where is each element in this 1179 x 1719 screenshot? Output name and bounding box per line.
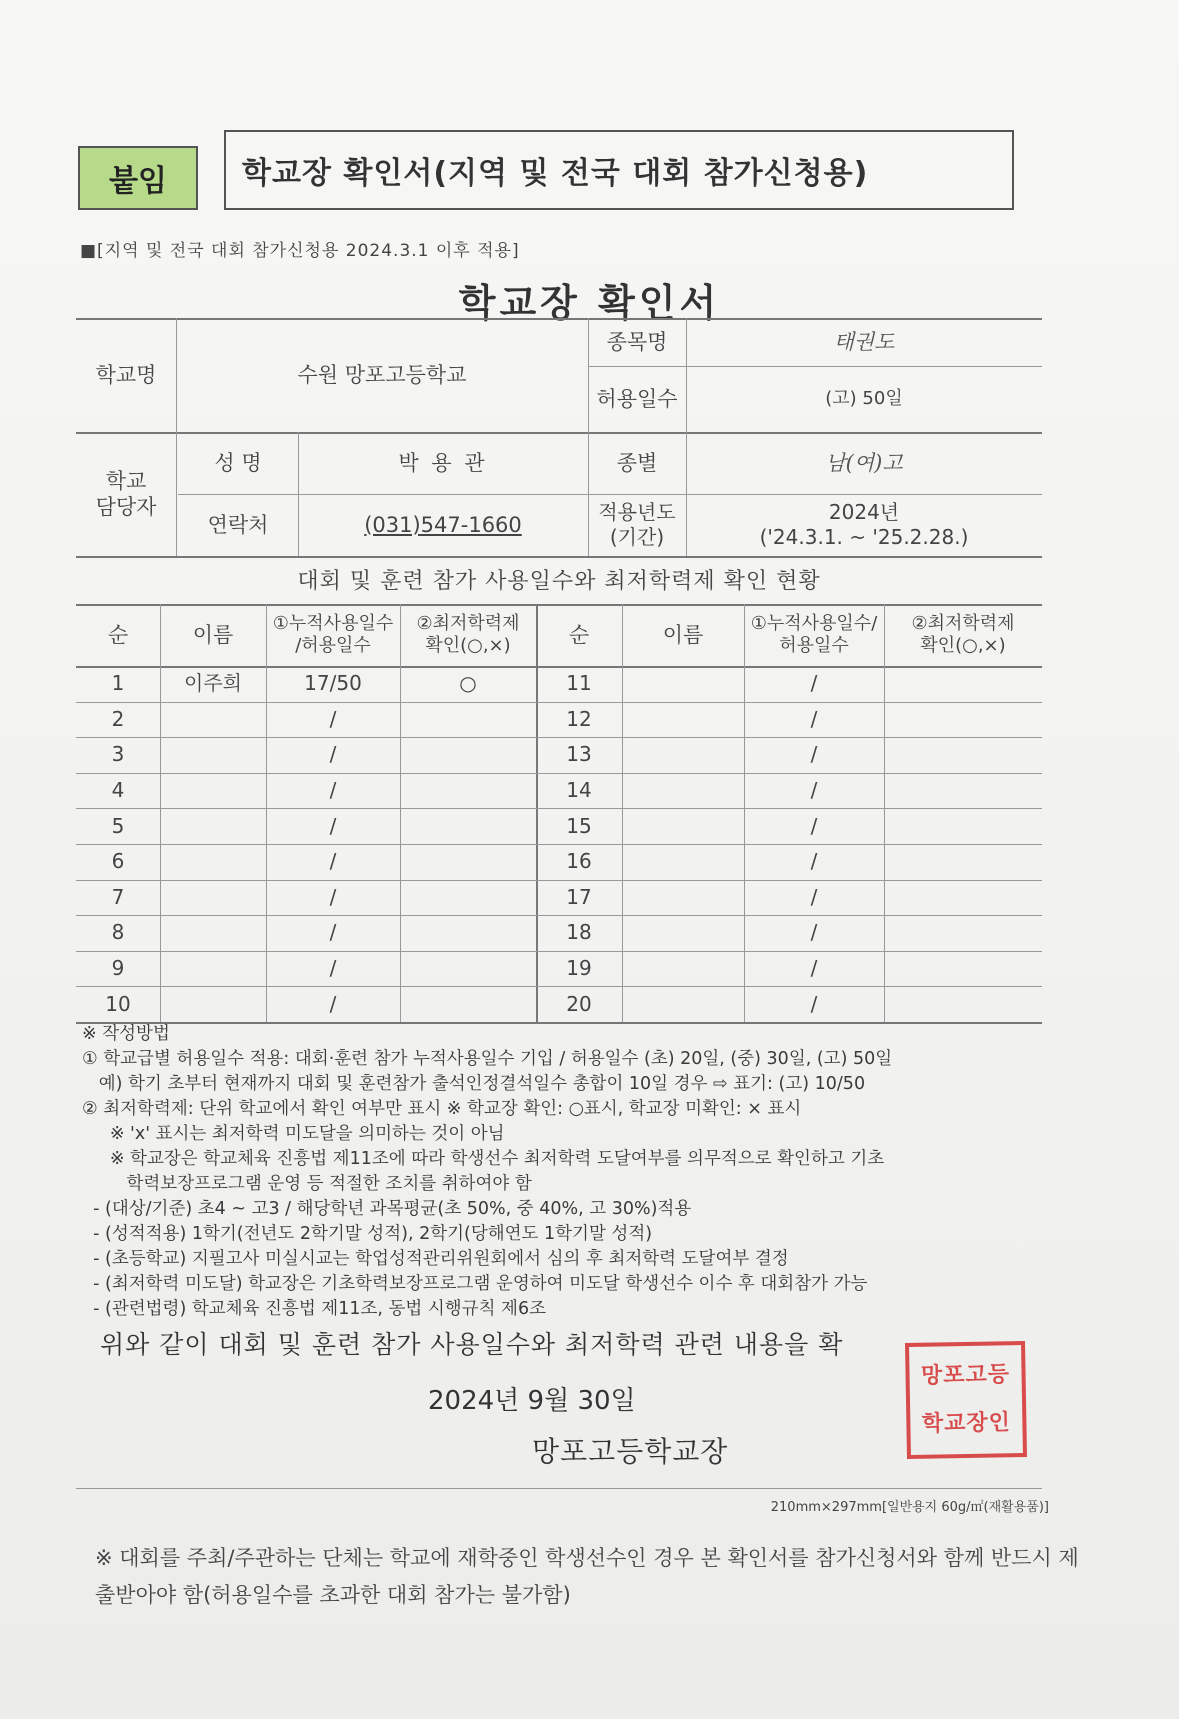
row-no: 7 [111,884,125,909]
signer: 망포고등학교장 [532,1435,729,1468]
row-days: / [329,920,337,945]
row-check [884,915,1042,951]
row-check: ○ [459,671,477,696]
row-name [622,666,744,702]
row-days: / [329,991,337,1016]
allowed-days-label: 허용일수 [596,386,678,411]
row-check [400,844,536,880]
row-check [884,773,1042,809]
manager-label: 학교 담당자 [95,468,157,519]
guide-line: ② 최저학력제: 단위 학교에서 확인 여부만 표시 ※ 학교장 확인: ○표시, 학교장 미확인: × 표시 [82,1099,802,1119]
stamp-line-1: 망포고등 [920,1362,1011,1389]
row-days: / [329,956,337,981]
row-no: 13 [566,742,592,767]
writing-guide [82,1022,1092,1322]
row-days: / [810,706,818,731]
row-days: / [810,742,818,767]
row-no: 19 [566,956,592,981]
header-check-right: ②최저학력제 확인(○,×) [911,612,1015,656]
row-check [400,702,536,738]
guide-line: - (대상/기준) 초4 ~ 고3 / 해당학년 과목평균(초 50%, 중 40%, 고 30%)적용 [82,1199,692,1219]
row-check [400,880,536,916]
row-check [884,986,1042,1022]
status-title: 대회 및 훈련 참가 사용일수와 최저학력제 확인 현황 [297,569,821,595]
row-name [622,844,744,880]
row-no: 16 [566,849,592,874]
header-check-left: ②최저학력제 확인(○,×) [416,612,520,656]
event-label: 종목명 [606,329,668,354]
school-seal-stamp [905,1341,1027,1459]
row-days: / [329,706,337,731]
year-value: 2024년 [828,500,900,524]
row-days: 17/50 [304,671,362,696]
row-name [160,737,266,773]
row-check [400,737,536,773]
row-days: / [329,778,337,803]
name-value: 박 용 관 [398,450,488,475]
school-label: 학교명 [95,362,157,387]
document-heading-box: 학교장 확인서(지역 및 전국 대회 참가신청용) [224,130,1014,210]
row-check [884,951,1042,987]
row-check [400,951,536,987]
row-name [160,915,266,951]
guide-line: - (성적적용) 1학기(전년도 2학기말 성적), 2학기(당해연도 1학기말 성적) [82,1224,653,1244]
header-name-left: 이름 [192,622,234,647]
footer-note: ※ 대회를 주최/주관하는 단체는 학교에 재학중인 학생선수인 경우 본 확인서를 참가신청서와 함께 반드시 제출받아야 함(허용일수를 초과한 대회 참가는 불가함) [95,1546,1079,1607]
row-name [622,951,744,987]
row-days: / [810,849,818,874]
gender-value: 남(여)고 [825,450,903,475]
row-check [884,880,1042,916]
year-label: 적용년도 (기간) [598,500,676,549]
header-no-left: 순 [107,622,129,647]
row-check [884,702,1042,738]
row-no: 18 [566,920,592,945]
row-no: 1 [111,671,125,696]
event-value: 태권도 [833,329,895,354]
row-name [622,915,744,951]
row-name [622,808,744,844]
row-no: 2 [111,706,125,731]
row-days: / [329,813,337,838]
row-check [400,915,536,951]
row-check [400,986,536,1022]
page-title: 학교장 확인서 [458,281,721,325]
applicability-note: ■[지역 및 전국 대회 참가신청용 2024.3.1 이후 적용] [80,241,520,261]
row-check [884,666,1042,702]
row-name [160,773,266,809]
guide-line: ※ 학교장은 학교체육 진흥법 제11조에 따라 학생선수 최저학력 도달여부를 의무적으로 확인하고 기초 [82,1149,885,1169]
row-check [884,737,1042,773]
contact-label: 연락처 [207,512,269,537]
row-no: 8 [111,920,125,945]
row-no: 3 [111,742,125,767]
row-check [400,773,536,809]
gender-label: 종별 [616,450,658,475]
row-name [160,844,266,880]
row-days: / [810,813,818,838]
row-name: 이주희 [184,671,242,696]
guide-line: - (최저학력 미도달) 학교장은 기초학력보장프로그램 운영하여 미도달 학생선수 이수 후 대회참가 가능 [82,1274,868,1294]
row-name [622,702,744,738]
row-no: 20 [566,991,592,1016]
row-no: 14 [566,778,592,803]
row-no: 9 [111,956,125,981]
row-check [884,808,1042,844]
guide-line: ※ 'x' 표시는 최저학력 미도달을 의미하는 것이 아님 [82,1124,505,1144]
row-days: / [810,956,818,981]
row-check [400,808,536,844]
contact-value: (031)547-1660 [364,512,522,537]
guide-line: 학력보장프로그램 운영 등 적절한 조치를 취하여야 함 [82,1174,532,1194]
row-no: 17 [566,884,592,909]
row-name [160,880,266,916]
row-days: / [329,849,337,874]
row-days: / [329,884,337,909]
row-days: / [329,742,337,767]
row-name [622,737,744,773]
row-no: 6 [111,849,125,874]
row-days: / [810,884,818,909]
guide-line: 예) 학기 초부터 현재까지 대회 및 훈련참가 출석인정결석일수 총합이 10일 경우 ⇨ 표기: (고) 10/50 [82,1074,866,1094]
school-value: 수원 망포고등학교 [297,362,467,387]
row-days: / [810,778,818,803]
row-no: 10 [105,991,131,1016]
header-days-right: ①누적사용일수/ 허용일수 [750,612,878,656]
row-no: 4 [111,778,125,803]
name-label: 성 명 [214,450,262,475]
row-days: / [810,671,818,696]
row-name [160,702,266,738]
row-no: 12 [566,706,592,731]
row-name [160,951,266,987]
year-value-cell [686,494,1042,556]
row-no: 15 [566,813,592,838]
year-period: ('24.3.1. ~ '25.2.28.) [759,525,969,549]
paper-spec: 210mm×297mm[일반용지 60g/㎡(재활용품)] [770,1500,1049,1515]
header-name-right: 이름 [662,622,704,647]
allowed-days-value: (고) 50일 [825,387,903,409]
row-name [160,986,266,1022]
guide-line: ① 학교급별 허용일수 적용: 대회·훈련 참가 누적사용일수 기입 / 허용일수 (초) 20일, (중) 30일, (고) 50일 [82,1049,893,1069]
stamp-line-2: 학교장인 [921,1410,1012,1437]
row-no: 5 [111,813,125,838]
attachment-tag: 붙임 [78,146,198,210]
row-name [160,808,266,844]
row-name [622,773,744,809]
row-name [622,880,744,916]
issue-date: 2024년 9월 30일 [428,1386,636,1416]
confirmation-statement: 위와 같이 대회 및 훈련 참가 사용일수와 최저학력 관련 내용을 확 [100,1330,844,1359]
guide-line: - (초등학교) 지필고사 미실시교는 학업성적관리위원회에서 심의 후 최저학력 도달여부 결정 [82,1249,789,1269]
guide-line: ※ 작성방법 [82,1024,170,1044]
row-check [884,844,1042,880]
row-name [622,986,744,1022]
row-days: / [810,920,818,945]
row-days: / [810,991,818,1016]
row-no: 11 [566,671,592,696]
header-no-right: 순 [568,622,590,647]
guide-line: - (관련법령) 학교체육 진흥법 제11조, 동법 시행규칙 제6조 [82,1299,547,1319]
header-days-left: ①누적사용일수 /허용일수 [272,612,394,656]
